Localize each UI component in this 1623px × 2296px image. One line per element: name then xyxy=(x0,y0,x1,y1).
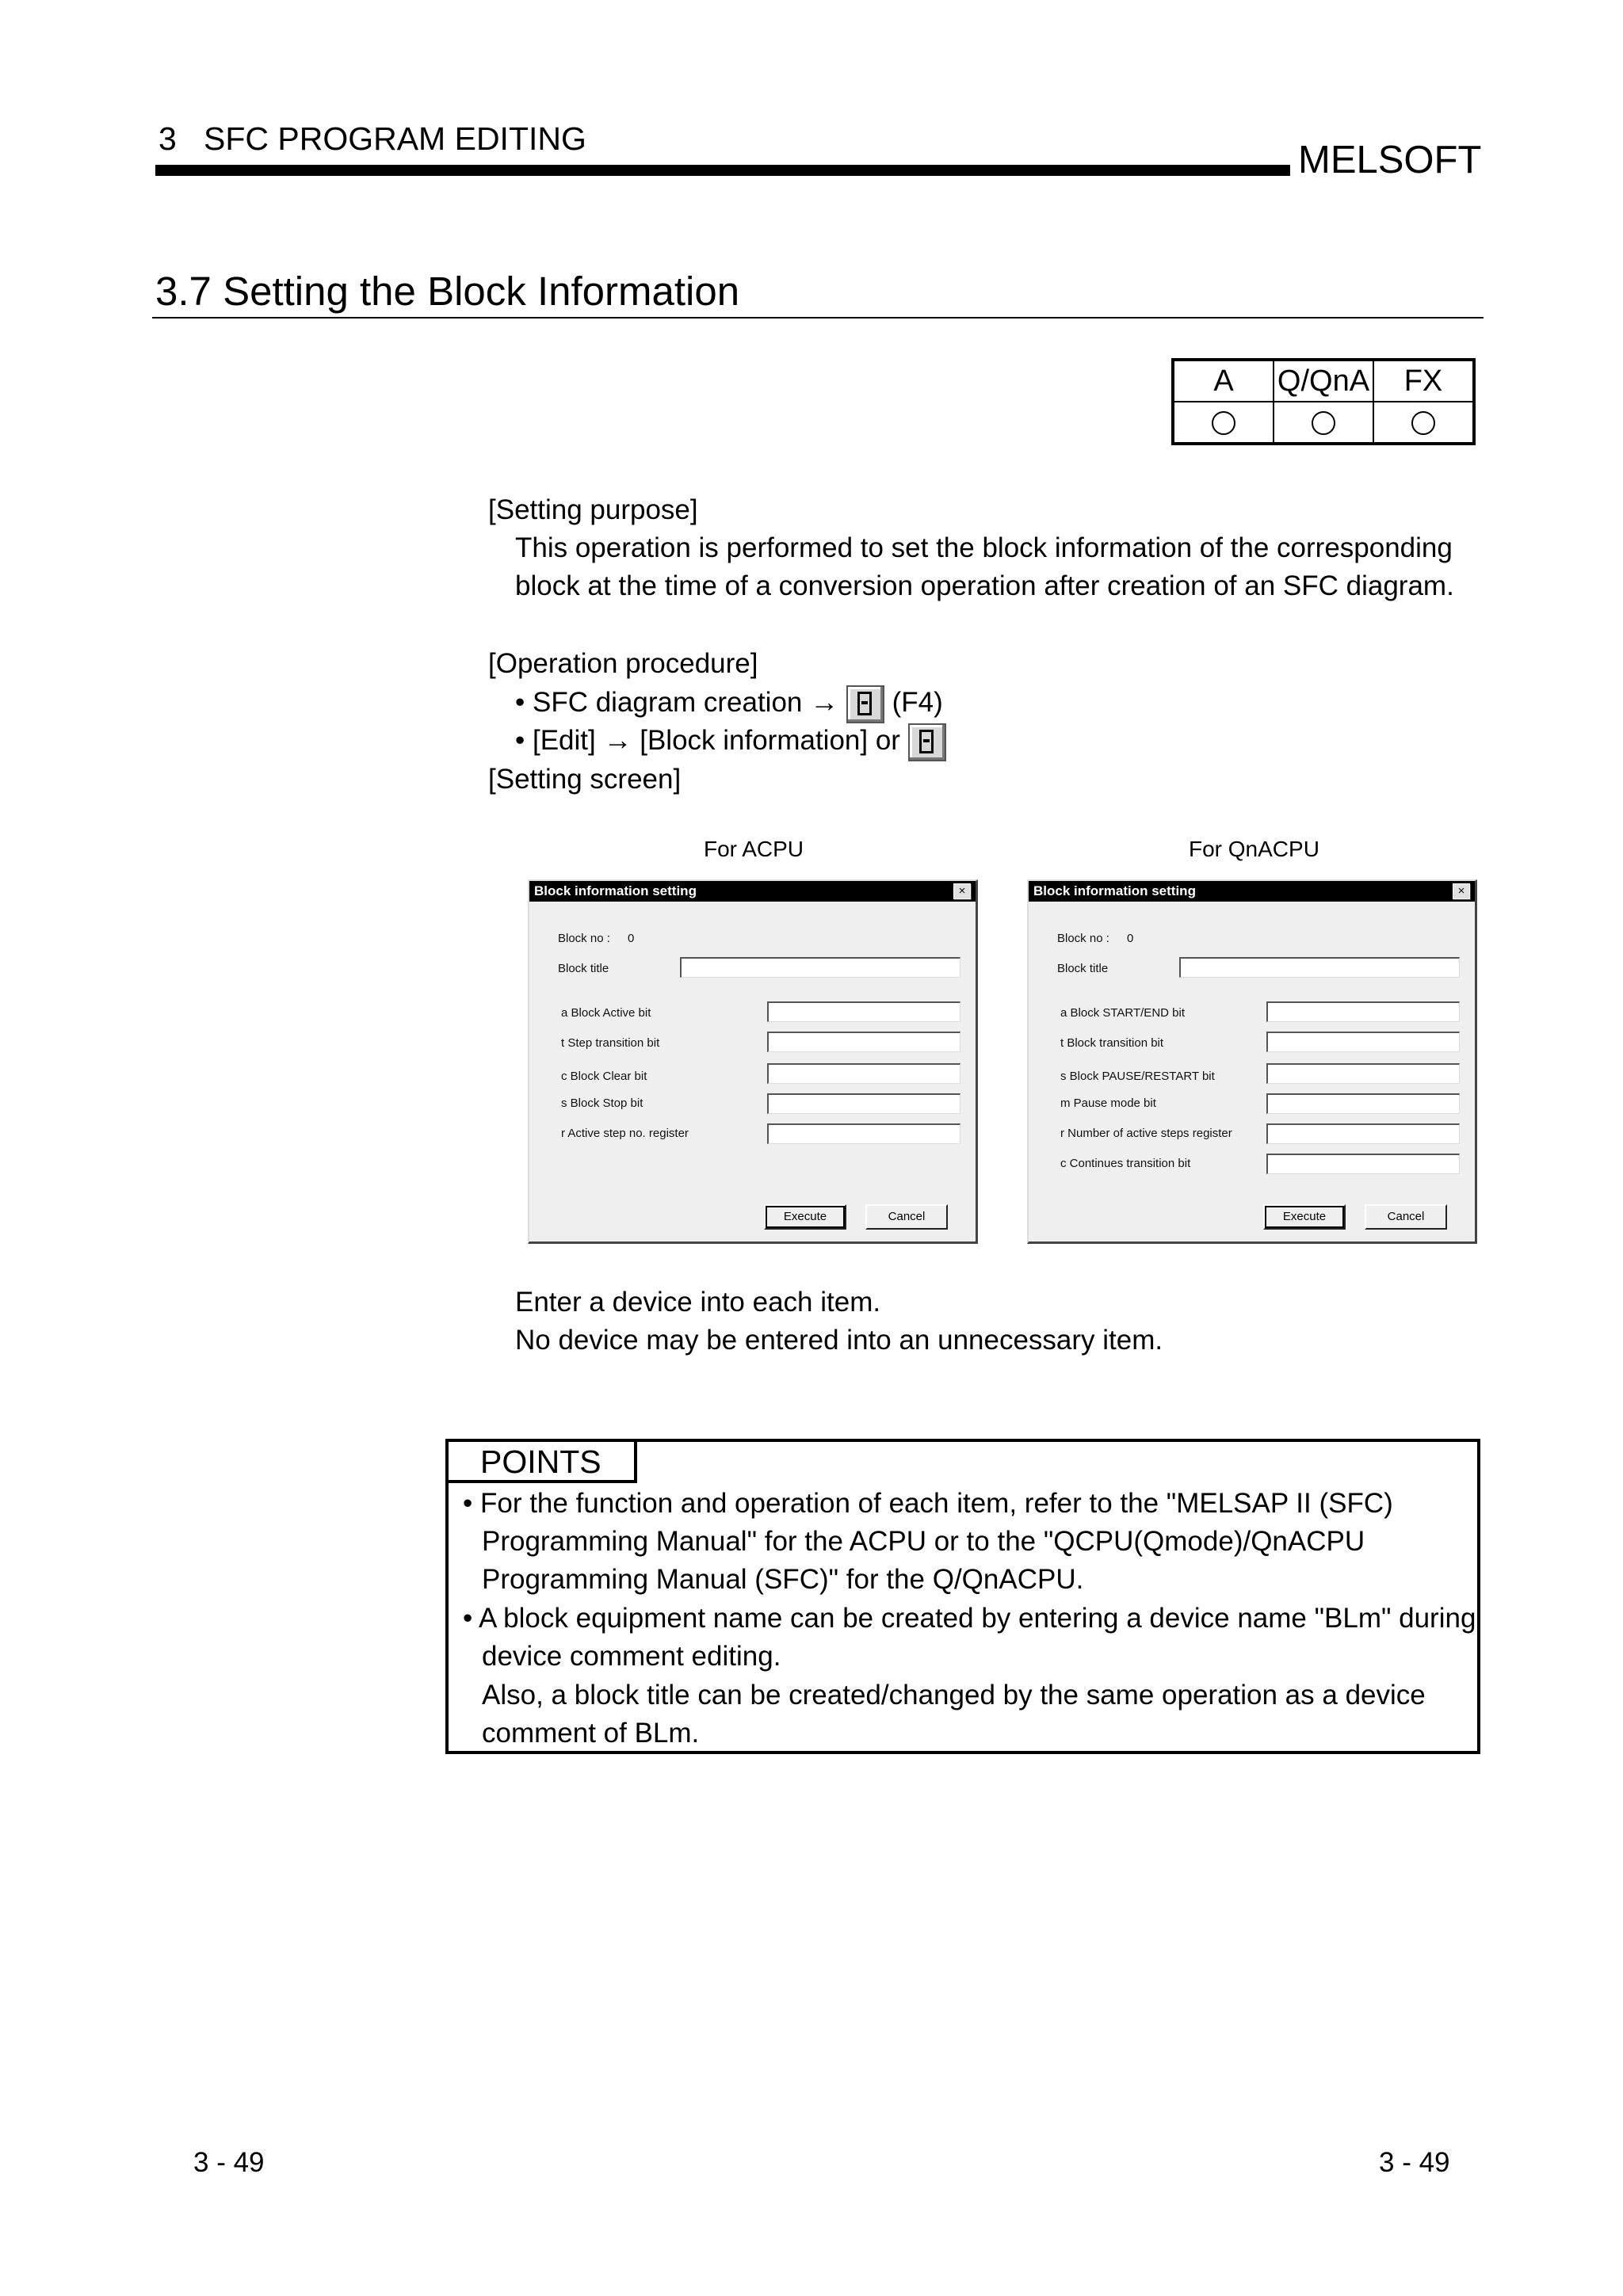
chapter-heading: 3 SFC PROGRAM EDITING xyxy=(158,120,586,157)
page-number-left: 3 - 49 xyxy=(193,2147,265,2178)
item-label: s Block Stop bit xyxy=(561,1097,643,1110)
points-line: • A block equipment name can be created by entering a device name "BLm" during xyxy=(463,1603,1476,1634)
arrow-icon: → xyxy=(810,685,839,718)
item-label: r Number of active steps register xyxy=(1060,1127,1232,1140)
applicability-cell-a xyxy=(1173,402,1274,444)
header-rule xyxy=(155,165,1290,176)
applicability-cell-qna xyxy=(1274,402,1373,444)
block-info-dialog-acpu xyxy=(528,879,978,1244)
item-device-input[interactable] xyxy=(767,1063,960,1084)
page-number-right: 3 - 49 xyxy=(1379,2147,1450,2178)
item-device-input[interactable] xyxy=(767,1093,960,1114)
block-no-label: Block no : xyxy=(558,932,610,945)
item-device-input[interactable] xyxy=(767,1001,960,1022)
cancel-button[interactable]: Cancel xyxy=(1365,1204,1447,1230)
close-icon[interactable]: × xyxy=(953,883,971,899)
section-rule xyxy=(152,317,1484,318)
item-label: t Block transition bit xyxy=(1060,1036,1164,1050)
item-device-input[interactable] xyxy=(767,1123,960,1144)
applicability-header-qna: Q/QnA xyxy=(1274,360,1373,402)
block-info-toolbar-icon[interactable] xyxy=(846,685,884,723)
menu-block-information: [Block information] or xyxy=(640,725,900,756)
item-device-input[interactable] xyxy=(1266,1001,1460,1022)
points-line: comment of BLm. xyxy=(482,1718,700,1749)
procedure-heading: [Operation procedure] xyxy=(488,648,758,679)
circle-icon xyxy=(1411,411,1435,435)
points-line: • For the function and operation of each item, refer to the "MELSAP II (SFC) xyxy=(463,1488,1393,1519)
item-device-input[interactable] xyxy=(1266,1093,1460,1114)
item-label: t Step transition bit xyxy=(561,1036,660,1050)
section-title: 3.7 Setting the Block Information xyxy=(155,269,740,314)
item-device-input[interactable] xyxy=(1266,1063,1460,1084)
block-no-value: 0 xyxy=(1127,932,1134,945)
block-no-value: 0 xyxy=(628,932,635,945)
execute-button[interactable]: Execute xyxy=(764,1204,846,1230)
circle-icon xyxy=(1312,411,1335,435)
setting-screen-heading: [Setting screen] xyxy=(488,764,682,795)
shortcut-key: (F4) xyxy=(892,687,943,718)
dialog-title: Block information setting xyxy=(1029,881,1475,902)
applicability-cell-fx xyxy=(1373,402,1474,444)
item-label: a Block Active bit xyxy=(561,1006,651,1020)
item-device-input[interactable] xyxy=(767,1032,960,1052)
block-info-dialog-qnacpu xyxy=(1027,879,1477,1244)
block-title-label: Block title xyxy=(558,962,609,975)
applicability-table xyxy=(1171,358,1476,445)
dialog-title: Block information setting xyxy=(529,881,976,902)
points-line: Programming Manual (SFC)" for the Q/QnACPU. xyxy=(482,1564,1084,1595)
close-icon[interactable]: × xyxy=(1453,883,1470,899)
item-label: r Active step no. register xyxy=(561,1127,689,1140)
points-line: Also, a block title can be created/changed by the same operation as a device xyxy=(482,1680,1426,1711)
applicability-header-fx: FX xyxy=(1373,360,1474,402)
procedure-step-text: • SFC diagram creation xyxy=(515,687,803,718)
item-label: c Block Clear bit xyxy=(561,1070,647,1083)
dialog-caption-acpu: For ACPU xyxy=(704,837,804,861)
procedure-step-1 xyxy=(515,683,943,723)
block-title-label: Block title xyxy=(1057,962,1109,975)
menu-edit: • [Edit] xyxy=(515,725,596,756)
purpose-heading: [Setting purpose] xyxy=(488,494,698,525)
instruction-line: No device may be entered into an unnecessary item. xyxy=(515,1325,1163,1356)
points-line: Programming Manual" for the ACPU or to the "QCPU(Qmode)/QnACPU xyxy=(482,1526,1365,1557)
item-label: m Pause mode bit xyxy=(1060,1097,1156,1110)
points-title: POINTS xyxy=(445,1439,637,1483)
procedure-step-2 xyxy=(515,721,946,761)
block-title-input[interactable] xyxy=(1179,957,1460,978)
block-title-input[interactable] xyxy=(680,957,960,978)
points-line: device comment editing. xyxy=(482,1641,781,1672)
execute-button[interactable]: Execute xyxy=(1263,1204,1346,1230)
item-device-input[interactable] xyxy=(1266,1154,1460,1174)
item-label: c Continues transition bit xyxy=(1060,1157,1191,1170)
arrow-icon: → xyxy=(603,723,632,756)
instruction-line: Enter a device into each item. xyxy=(515,1287,881,1318)
item-label: s Block PAUSE/RESTART bit xyxy=(1060,1070,1215,1083)
item-device-input[interactable] xyxy=(1266,1123,1460,1144)
purpose-text-line: block at the time of a conversion operation after creation of an SFC diagram. xyxy=(515,570,1454,601)
block-no-label: Block no : xyxy=(1057,932,1109,945)
item-device-input[interactable] xyxy=(1266,1032,1460,1052)
brand-logo-text: MELSOFT xyxy=(1298,139,1482,181)
dialog-caption-qnacpu: For QnACPU xyxy=(1189,837,1319,861)
cancel-button[interactable]: Cancel xyxy=(865,1204,948,1230)
circle-icon xyxy=(1212,411,1235,435)
item-label: a Block START/END bit xyxy=(1060,1006,1185,1020)
block-list-toolbar-icon[interactable] xyxy=(908,723,946,761)
purpose-text-line: This operation is performed to set the block information of the corresponding xyxy=(515,532,1453,563)
applicability-header-a: A xyxy=(1173,360,1274,402)
